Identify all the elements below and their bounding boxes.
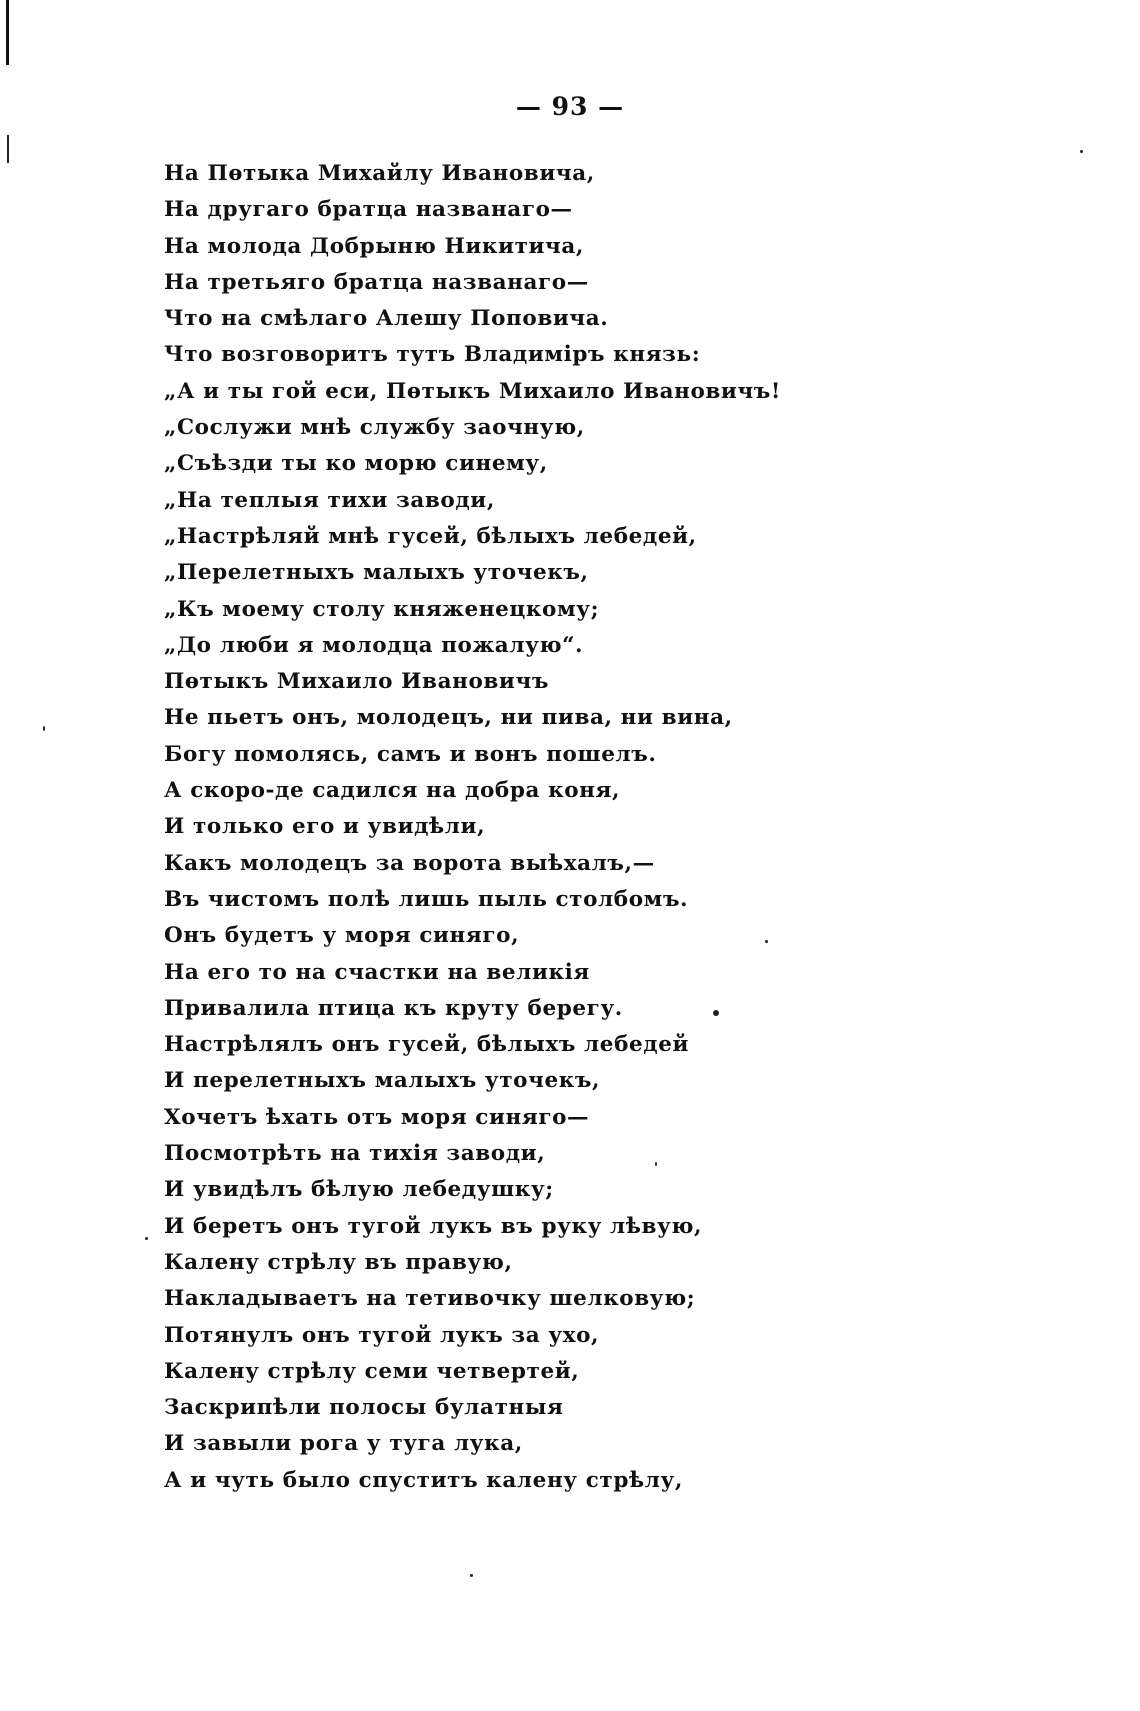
verse-line: Пѳтыкъ Михаило Ивановичъ bbox=[164, 669, 549, 695]
verse-line: Какъ молодецъ за ворота выѣхалъ,— bbox=[164, 850, 655, 876]
binding-edge-mark bbox=[7, 135, 9, 163]
verse-line: На Пѳтыка Михайлу Ивановича, bbox=[164, 161, 595, 186]
print-speck bbox=[1080, 150, 1083, 153]
verse-line: Не пьетъ онъ, молодецъ, ни пива, ни вина, bbox=[164, 705, 733, 731]
verse-line: „Перелетныхъ малыхъ уточекъ, bbox=[164, 560, 589, 586]
verse-line: И перелетныхъ малыхъ уточекъ, bbox=[164, 1068, 601, 1094]
verse-line: А скоро-де садился на добра коня, bbox=[164, 778, 621, 804]
verse-line: И увидѣлъ бѣлую лебедушку; bbox=[164, 1177, 554, 1203]
verse-line: На молода Добрыню Никитича, bbox=[164, 233, 584, 259]
verse-text bbox=[164, 156, 1064, 1499]
verse-line: Настрѣлялъ онъ гусей, бѣлыхъ лебедей bbox=[164, 1032, 690, 1058]
verse-line: „До люби я молодца пожалую“. bbox=[164, 632, 584, 658]
verse-line: Что возговоритъ тутъ Владиміръ князь: bbox=[164, 342, 701, 368]
print-speck bbox=[470, 1574, 473, 1577]
verse-line: „А и ты гой еси, Пѳтыкъ Михаило Ивановичъ! bbox=[164, 378, 781, 404]
verse-line: „На теплыя тихи заводи, bbox=[164, 487, 495, 513]
verse-line: Богу помолясь, самъ и вонъ пошелъ. bbox=[164, 741, 657, 767]
verse-line: Въ чистомъ полѣ лишь пыль столбомъ. bbox=[164, 886, 689, 912]
verse-line: Хочетъ ѣхать отъ моря синяго— bbox=[164, 1104, 590, 1130]
verse-line: Посмотрѣть на тихія заводи, bbox=[164, 1141, 546, 1167]
print-speck bbox=[145, 1237, 148, 1240]
verse-line: Накладываетъ на тетивочку шелковую; bbox=[164, 1286, 696, 1312]
verse-line: На его то на счастки на великія bbox=[164, 959, 590, 985]
verse-line: Потянулъ онъ тугой лукъ за ухо, bbox=[164, 1322, 600, 1348]
verse-line: Привалила птица къ круту берегу. bbox=[164, 995, 623, 1021]
binding-edge-mark bbox=[6, 0, 9, 65]
verse-line: Что на смѣлаго Алешу Поповича. bbox=[164, 306, 609, 332]
verse-line: И беретъ онъ тугой лукъ въ руку лѣвую, bbox=[164, 1213, 703, 1239]
page-header bbox=[0, 92, 1140, 121]
verse-line: А и чуть было спуститъ калену стрѣлу, bbox=[164, 1467, 683, 1493]
verse-line: Онъ будетъ у моря синяго, bbox=[164, 923, 520, 949]
verse-line: И только его и увидѣли, bbox=[164, 814, 486, 840]
verse-line: „Настрѣляй мнѣ гусей, бѣлыхъ лебедей, bbox=[164, 523, 697, 549]
verse-line: Заскрипѣли полосы булатныя bbox=[164, 1395, 564, 1421]
verse-line: На третьяго братца названаго— bbox=[164, 269, 589, 295]
verse-line: „Съѣзди ты ко морю синему, bbox=[164, 451, 548, 477]
verse-line: Калену стрѣлу семи четвертей, bbox=[164, 1358, 580, 1384]
print-speck bbox=[765, 940, 768, 943]
print-speck bbox=[655, 1162, 657, 1166]
verse-line: И завыли рога у туга лука, bbox=[164, 1431, 523, 1457]
page-number: — 93 — bbox=[515, 92, 625, 121]
print-speck bbox=[713, 1010, 719, 1016]
verse-line: „Къ моему столу княженецкому; bbox=[164, 596, 600, 622]
verse-line: Калену стрѣлу въ правую, bbox=[164, 1249, 513, 1275]
print-speck bbox=[43, 726, 45, 731]
verse-line: На другаго братца названаго— bbox=[164, 197, 573, 223]
verse-line: „Сослужи мнѣ службу заочную, bbox=[164, 415, 585, 441]
